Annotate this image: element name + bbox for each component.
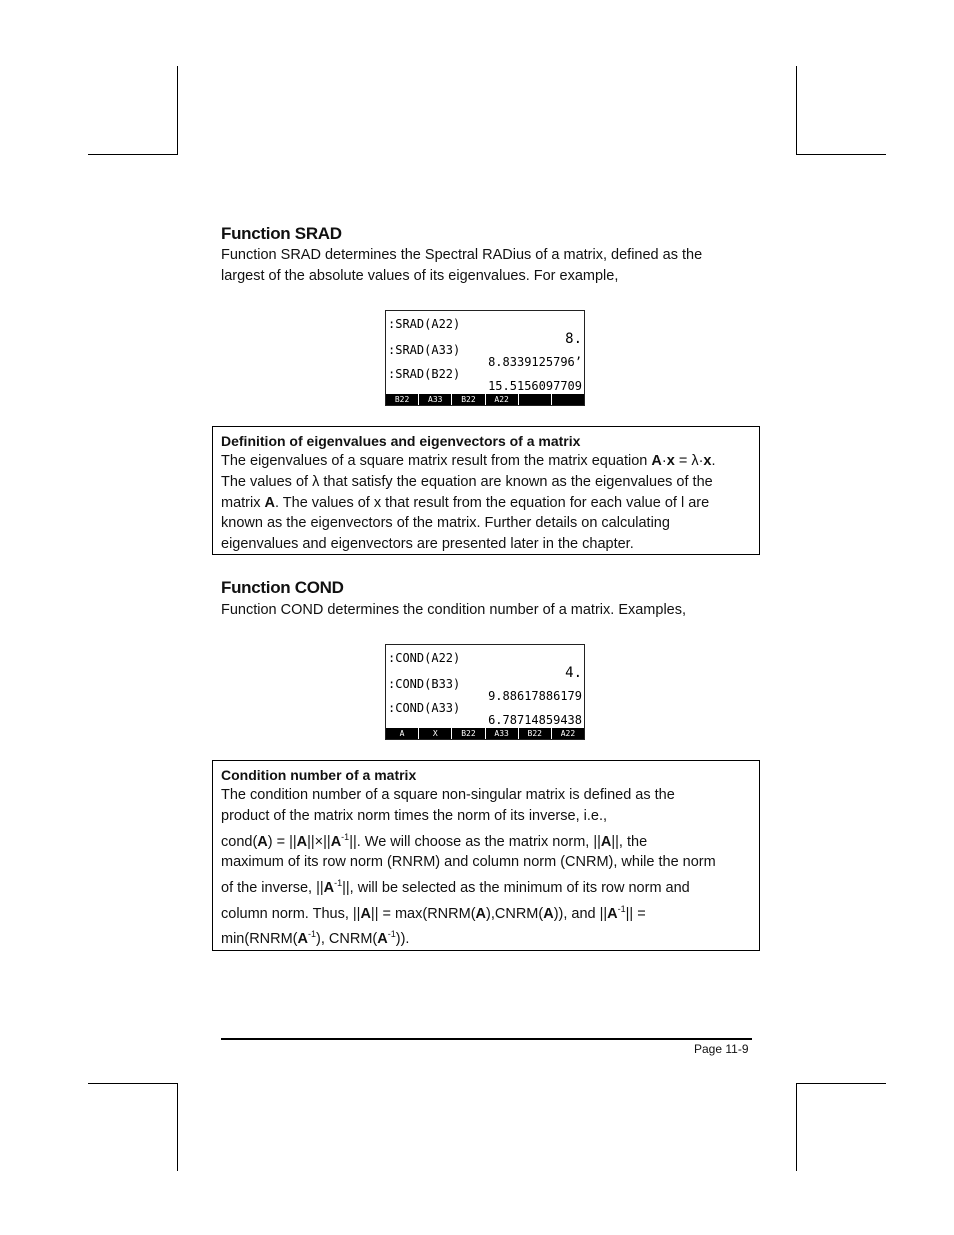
soft-key[interactable]: A33: [419, 394, 452, 405]
crop-mark: [796, 66, 797, 154]
box-line: $\min(RNRM(A^{-1})$, $CNRM(A^{-1})$).: [221, 929, 410, 948]
crop-mark: [796, 1083, 886, 1084]
screen-result: 8.8339125796’: [488, 355, 582, 369]
screen-command: :COND(A22): [388, 651, 461, 665]
section-heading-cond: Function COND: [221, 578, 344, 597]
screen-command: :SRAD(A33): [388, 343, 461, 357]
crop-mark: [177, 1083, 178, 1171]
eigen-definition-box: [212, 426, 760, 555]
screen-command: :SRAD(B22): [388, 367, 461, 381]
screen-command: :SRAD(A22): [388, 317, 461, 331]
soft-key[interactable]: A22: [486, 394, 519, 405]
soft-key[interactable]: B22: [452, 394, 485, 405]
soft-key[interactable]: [552, 394, 584, 405]
box-line: The eigenvalues of a square matrix result from the matrix equation A·x = λ·x.: [221, 453, 716, 469]
paragraph-line: Function SRAD determines the Spectral RADius of a matrix, defined as the: [221, 247, 703, 263]
screen-result: 6.78714859438: [488, 713, 582, 727]
box-line: The condition number of a square non-singular matrix is defined as the: [221, 787, 675, 803]
page-number: Page 11-9: [694, 1042, 749, 1056]
box-line: The values of λ that satisfy the equation are known as the eigenvalues of the: [221, 473, 713, 490]
soft-key[interactable]: A33: [486, 728, 519, 739]
box-title: Condition number of a matrix: [221, 767, 417, 783]
screen-result: 4.: [565, 665, 582, 681]
soft-key[interactable]: B22: [452, 728, 485, 739]
crop-mark: [88, 1083, 178, 1084]
box-line: eigenvalues and eigenvectors are presented later in the chapter.: [221, 536, 634, 553]
box-line: of the inverse, $||A^{-1}||$, will be selected as the minimum of its row norm and: [221, 878, 690, 896]
box-line: matrix A. The values of x that result from the equation for each value of l are: [221, 494, 710, 511]
soft-key[interactable]: B22: [386, 394, 419, 405]
calculator-screen-srad: [385, 310, 585, 406]
crop-mark: [88, 154, 178, 155]
section-heading-srad: Function SRAD: [221, 224, 342, 243]
soft-menu-bar: [386, 728, 584, 739]
soft-key[interactable]: [519, 394, 552, 405]
screen-command: :COND(A33): [388, 701, 461, 715]
box-line: product of the matrix norm times the norm of its inverse, i.e.,: [221, 807, 608, 824]
box-line: column norm. Thus, ||A|| = max(RNRM(A),CNRM(A)), and $||A^{-1}||$ =: [221, 903, 646, 922]
crop-mark: [796, 154, 886, 155]
calculator-screen-cond: [385, 644, 585, 740]
soft-key[interactable]: B22: [519, 728, 552, 739]
box-title: Definition of eigenvalues and eigenvectors of a matrix: [221, 433, 581, 449]
soft-key[interactable]: A: [386, 728, 419, 739]
screen-command: :COND(B33): [388, 677, 461, 691]
screen-result: 8.: [565, 331, 582, 347]
box-line: known as the eigenvectors of the matrix. Further details on calculating: [221, 515, 670, 532]
condition-number-box: [212, 760, 760, 951]
paragraph-line: largest of the absolute values of its eigenvalues. For example,: [221, 268, 619, 284]
cond-paragraph: [221, 600, 686, 621]
soft-key[interactable]: A22: [560, 729, 576, 738]
srad-paragraph: [221, 245, 702, 287]
screen-result: 9.88617886179: [488, 689, 582, 703]
screen-result: 15.5156097709: [488, 379, 582, 393]
box-line: cond(A) = $||A||\times||A^{-1}||$. We will choose as the matrix norm, ||A||, the: [221, 831, 648, 850]
paragraph-line: Function COND determines the condition number of a matrix. Examples,: [221, 602, 687, 618]
box-line: maximum of its row norm (RNRM) and column norm (CNRM), while the norm: [221, 854, 716, 871]
crop-mark: [796, 1083, 797, 1171]
soft-key[interactable]: X: [419, 728, 452, 739]
footer-rule: [221, 1038, 752, 1040]
soft-menu-bar: [386, 394, 584, 405]
crop-mark: [177, 66, 178, 154]
